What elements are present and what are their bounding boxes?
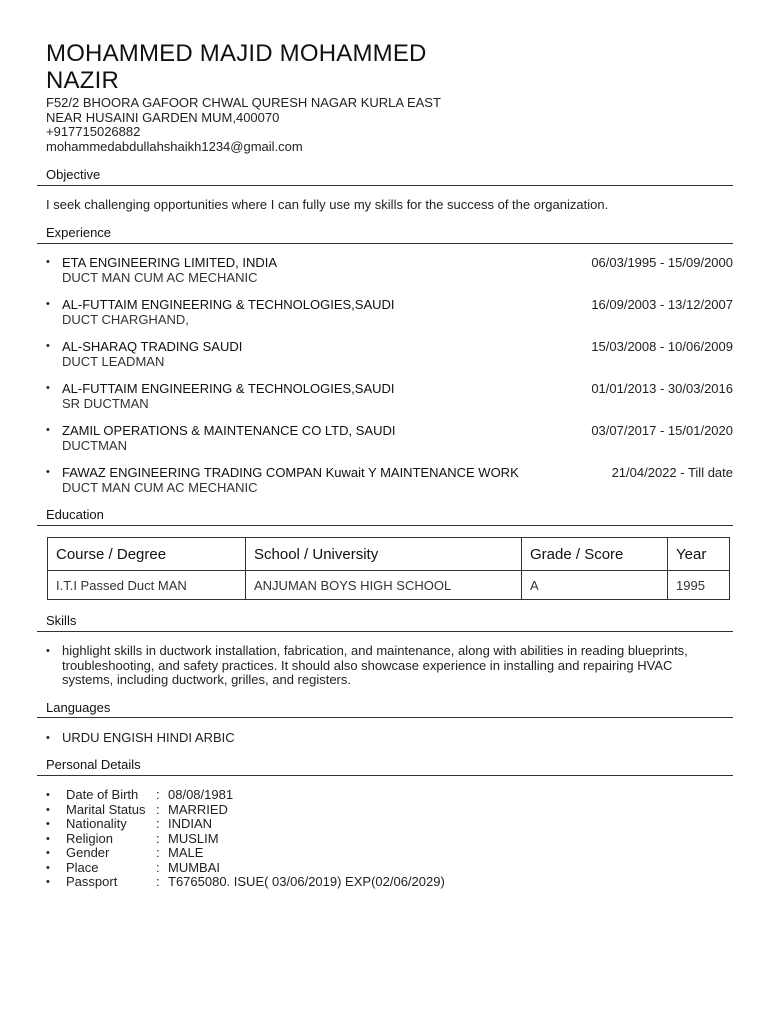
- name-line-1: MOHAMMED MAJID MOHAMMED: [46, 40, 427, 67]
- experience-dates: 21/04/2022 - Till date: [611, 465, 733, 480]
- experience-item: [46, 255, 733, 287]
- section-title-personal-details: Personal Details: [46, 757, 141, 772]
- email-address: mohammedabdullahshaikh1234@gmail.com: [46, 138, 303, 154]
- cell-school: ANJUMAN BOYS HIGH SCHOOL: [246, 571, 522, 600]
- section-divider: [37, 185, 733, 186]
- separator: :: [156, 801, 160, 817]
- skills-line: highlight skills in ductwork installation, fabrication, and maintenance, along with abilities in reading blueprints,: [62, 643, 688, 658]
- experience-company: AL-SHARAQ TRADING SAUDI: [62, 339, 243, 354]
- languages-text: URDU ENGISH HINDI ARBIC: [62, 730, 235, 745]
- separator: :: [156, 859, 160, 875]
- address-line-2: NEAR HUSAINI GARDEN MUM,400070: [46, 109, 280, 125]
- bullet-icon: •: [46, 298, 50, 310]
- experience-dates: 01/01/2013 - 30/03/2016: [591, 381, 733, 396]
- experience-company: AL-FUTTAIM ENGINEERING & TECHNOLOGIES,SAUDI: [62, 381, 395, 396]
- experience-dates: 16/09/2003 - 13/12/2007: [591, 297, 733, 312]
- column-header-school: School / University: [246, 538, 522, 571]
- experience-company: FAWAZ ENGINEERING TRADING COMPAN Kuwait Y MAINTENANCE WORK: [62, 465, 519, 480]
- experience-role: DUCT MAN CUM AC MECHANIC: [62, 270, 258, 285]
- detail-value: MUMBAI: [168, 859, 220, 875]
- section-divider: [37, 775, 733, 776]
- detail-label: Place: [66, 859, 99, 875]
- cell-course: I.T.I Passed Duct MAN: [48, 571, 246, 600]
- education-table: [47, 537, 730, 600]
- section-divider: [37, 243, 733, 244]
- column-header-year: Year: [668, 538, 730, 571]
- detail-label: Passport: [66, 874, 118, 889]
- cell-year: 1995: [668, 571, 730, 600]
- list-item: [46, 832, 445, 847]
- bullet-icon: •: [46, 256, 50, 268]
- experience-item: [46, 381, 733, 413]
- column-header-course: Course / Degree: [48, 538, 246, 571]
- experience-role: SR DUCTMAN: [62, 396, 149, 411]
- separator: :: [156, 874, 160, 889]
- experience-role: DUCTMAN: [62, 438, 127, 453]
- personal-details-list: [46, 788, 445, 890]
- detail-value: MALE: [168, 845, 204, 860]
- bullet-icon: •: [46, 645, 50, 657]
- detail-value: T6765080. ISUE( 03/06/2019) EXP(02/06/2029): [168, 874, 445, 889]
- detail-label: Date of Birth: [66, 787, 139, 802]
- bullet-icon: •: [46, 847, 50, 859]
- detail-value: 08/08/1981: [168, 787, 234, 802]
- detail-label: Marital Status: [66, 801, 146, 817]
- bullet-icon: •: [46, 424, 50, 436]
- name-line-2: NAZIR: [46, 67, 119, 94]
- section-divider: [37, 525, 733, 526]
- experience-role: DUCT CHARGHAND,: [62, 312, 189, 327]
- experience-dates: 06/03/1995 - 15/09/2000: [591, 255, 733, 270]
- table-row: [48, 571, 730, 600]
- bullet-icon: •: [46, 466, 50, 478]
- bullet-icon: •: [46, 832, 50, 845]
- experience-dates: 15/03/2008 - 10/06/2009: [591, 339, 733, 354]
- bullet-icon: •: [46, 340, 50, 352]
- section-divider: [37, 631, 733, 632]
- experience-role: DUCT LEADMAN: [62, 354, 165, 369]
- bullet-icon: •: [46, 803, 50, 816]
- experience-company: ETA ENGINEERING LIMITED, INDIA: [62, 255, 278, 270]
- cell-grade: A: [522, 571, 668, 600]
- experience-company: AL-FUTTAIM ENGINEERING & TECHNOLOGIES,SAUDI: [62, 297, 395, 312]
- skills-text: [62, 644, 732, 688]
- detail-label: Religion: [66, 830, 113, 846]
- detail-label: Gender: [66, 845, 110, 860]
- separator: :: [156, 830, 160, 846]
- section-title-education: Education: [46, 507, 104, 522]
- bullet-icon: •: [46, 818, 50, 830]
- experience-dates: 03/07/2017 - 15/01/2020: [591, 423, 733, 438]
- experience-item: [46, 339, 733, 371]
- list-item: [46, 817, 445, 832]
- detail-value: MARRIED: [168, 801, 228, 817]
- list-item: [46, 846, 445, 861]
- section-title-languages: Languages: [46, 700, 111, 715]
- bullet-icon: •: [46, 382, 50, 394]
- bullet-icon: •: [46, 789, 50, 801]
- candidate-name: [46, 40, 486, 94]
- list-item: [46, 803, 445, 818]
- list-item: [46, 861, 445, 876]
- experience-item: [46, 297, 733, 329]
- detail-label: Nationality: [66, 816, 127, 831]
- bullet-icon: •: [46, 732, 50, 744]
- bullet-icon: •: [46, 876, 50, 888]
- phone-number: +917715026882: [46, 124, 141, 139]
- experience-company: ZAMIL OPERATIONS & MAINTENANCE CO LTD, SAUDI: [62, 423, 396, 438]
- experience-item: [46, 423, 733, 455]
- section-title-skills: Skills: [46, 613, 77, 628]
- objective-text: I seek challenging opportunities where I can fully use my skills for the success of the organization.: [46, 197, 609, 212]
- list-item: [46, 788, 445, 803]
- section-title-experience: Experience: [46, 225, 112, 240]
- experience-item: [46, 465, 733, 497]
- separator: :: [156, 845, 160, 860]
- detail-value: INDIAN: [168, 816, 213, 831]
- section-title-objective: Objective: [46, 167, 101, 182]
- contact-block: [46, 96, 726, 154]
- experience-role: DUCT MAN CUM AC MECHANIC: [62, 480, 258, 495]
- detail-value: MUSLIM: [168, 830, 219, 846]
- separator: :: [156, 816, 160, 831]
- skills-line: troubleshooting, and safety practices. It should also showcase experience in installing and repairing HVAC: [62, 657, 673, 673]
- address-line-1: F52/2 BHOORA GAFOOR CHWAL QURESH NAGAR KURLA EAST: [46, 95, 441, 110]
- skills-line: systems, including ductwork, grilles, and registers.: [62, 672, 352, 687]
- separator: :: [156, 787, 160, 802]
- table-header-row: [48, 538, 730, 571]
- list-item: [46, 875, 445, 890]
- section-divider: [37, 717, 733, 718]
- bullet-icon: •: [46, 861, 50, 874]
- column-header-grade: Grade / Score: [522, 538, 668, 571]
